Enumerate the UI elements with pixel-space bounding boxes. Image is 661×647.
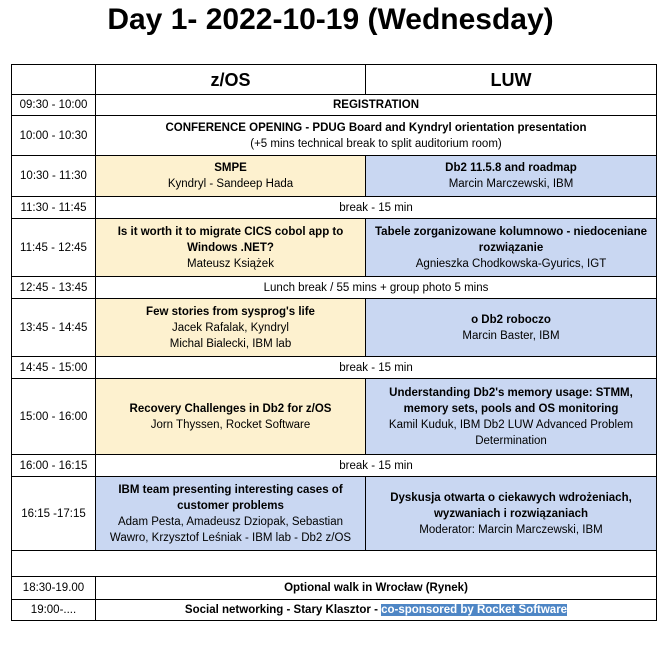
registration-cell: [96, 95, 657, 116]
break-cell: break - 15 min: [96, 197, 657, 219]
time-cell: 18:30-19.00: [12, 577, 96, 600]
session-title: Db2 11.5.8 and roadmap: [445, 162, 577, 174]
session-speaker: Jacek Rafalak, Kyndryl: [172, 321, 289, 334]
session-speaker: Michal Bialecki, IBM lab: [169, 337, 292, 350]
session-speaker: Marcin Baster, IBM: [462, 329, 560, 342]
luw-session-cell: [366, 379, 657, 455]
luw-session-cell: [366, 219, 657, 277]
break-cell: break - 15 min: [96, 357, 657, 379]
table-row: [12, 116, 657, 156]
session-speaker: Moderator: Marcin Marczewski, IBM: [419, 523, 603, 536]
social-label: Social networking - Stary Klasztor -: [184, 604, 382, 616]
session-speaker: Adam Pesta, Amadeusz Dziopak, Sebastian Wawro, Krzysztof Leśniak - IBM lab - Db2 z/OS: [109, 515, 352, 544]
break-cell: break - 15 min: [96, 455, 657, 477]
page-title: Day 1- 2022-10-19 (Wednesday): [107, 3, 554, 36]
opening-cell: [96, 116, 657, 156]
time-cell: 10:00 - 10:30: [12, 116, 96, 156]
lunch-cell: Lunch break / 55 mins + group photo 5 mins: [96, 277, 657, 299]
session-speaker: Mateusz Książek: [187, 257, 274, 270]
zos-session-cell: [96, 299, 366, 357]
table-row: [12, 600, 657, 621]
time-cell: 19:00-....: [12, 600, 96, 621]
sponsor-highlight: co-sponsored by Rocket Software: [381, 604, 568, 616]
time-cell: 16:15 -17:15: [12, 477, 96, 551]
session-title: Dyskusja otwarta o ciekawych wdrożeniach, wyzwaniach i rozwiązaniach: [390, 491, 632, 520]
zos-session-cell: [96, 477, 366, 551]
time-cell: 15:00 - 16:00: [12, 379, 96, 455]
table-row: [12, 219, 657, 277]
agenda-table: [11, 64, 657, 621]
walk-label: Optional walk in Wrocław (Rynek): [284, 582, 468, 594]
opening-note: (+5 mins technical break to split auditorium room): [250, 137, 502, 150]
time-cell: 14:45 - 15:00: [12, 357, 96, 379]
table-row: [12, 156, 657, 197]
spacer-row: [12, 551, 657, 577]
luw-session-cell: [366, 156, 657, 197]
time-cell: 12:45 - 13:45: [12, 277, 96, 299]
time-cell: 11:45 - 12:45: [12, 219, 96, 277]
luw-session-cell: [366, 299, 657, 357]
session-title: Tabele zorganizowane kolumnowo - niedoceniane rozwiązanie: [375, 225, 647, 254]
table-row: [12, 379, 657, 455]
time-cell: 16:00 - 16:15: [12, 455, 96, 477]
zos-column-header: z/OS: [96, 65, 366, 95]
zos-session-cell: [96, 156, 366, 197]
header-row: [12, 65, 657, 95]
session-title: o Db2 roboczo: [471, 313, 551, 326]
social-cell: [96, 600, 657, 621]
table-row: [12, 197, 657, 219]
table-row: [12, 95, 657, 116]
time-header: [12, 65, 96, 95]
walk-cell: [96, 577, 657, 600]
zos-session-cell: [96, 219, 366, 277]
registration-label: REGISTRATION: [332, 99, 420, 111]
table-row: [12, 577, 657, 600]
time-cell: 09:30 - 10:00: [12, 95, 96, 116]
session-title: Recovery Challenges in Db2 for z/OS: [129, 402, 332, 415]
session-speaker: Kamil Kuduk, IBM Db2 LUW Advanced Problem Determination: [388, 418, 634, 447]
session-speaker: Jorn Thyssen, Rocket Software: [150, 418, 311, 431]
table-row: [12, 357, 657, 379]
opening-title: CONFERENCE OPENING - PDUG Board and Kyndryl orientation presentation: [165, 121, 587, 134]
session-title: Understanding Db2's memory usage: STMM, memory sets, pools and OS monitoring: [389, 386, 633, 415]
session-speaker: Marcin Marczewski, IBM: [448, 178, 574, 190]
session-speaker: Kyndryl - Sandeep Hada: [167, 178, 294, 190]
session-speaker: Agnieszka Chodkowska-Gyurics, IGT: [415, 257, 607, 270]
table-row: [12, 299, 657, 357]
table-row: [12, 277, 657, 299]
luw-column-header: LUW: [366, 65, 657, 95]
table-row: [12, 455, 657, 477]
spacer-cell: [12, 551, 657, 577]
session-title: Is it worth it to migrate CICS cobol app to Windows .NET?: [117, 225, 344, 254]
table-row: [12, 477, 657, 551]
time-cell: 11:30 - 11:45: [12, 197, 96, 219]
time-cell: 10:30 - 11:30: [12, 156, 96, 197]
zos-session-cell: [96, 379, 366, 455]
time-cell: 13:45 - 14:45: [12, 299, 96, 357]
session-title: IBM team presenting interesting cases of customer problems: [118, 483, 343, 512]
luw-session-cell: [366, 477, 657, 551]
session-title: SMPE: [214, 162, 247, 174]
session-title: Few stories from sysprog's life: [146, 305, 315, 318]
